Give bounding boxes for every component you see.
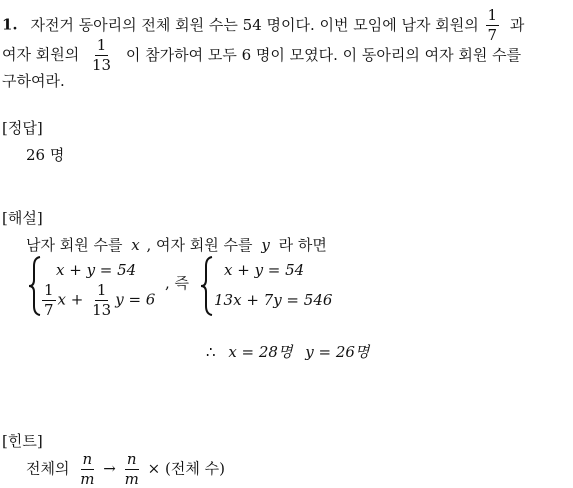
system2-eq1: x + y = 54 [224,261,305,279]
system1-eq2: $\frac{1}{7}$ x + $\frac{1}{13}$ y = 6 [44,281,156,319]
problem-text-1: 자전거 동아리의 전체 회원 수는 54 명이다. 이번 모임에 남자 회원의 [30,15,479,34]
hint-formula: 전체의 $\frac{n}{m}$ → $\frac{n}{m}$ × (전체 수) [26,450,225,488]
system1-eq1: x + y = 54 [56,261,137,279]
explanation-intro: 남자 회원 수를 x , 여자 회원 수를 y 라 하면 [26,236,327,254]
answer-heading: [정답] [2,119,43,137]
problem-number: 1. [2,15,18,34]
answer-value: 26 명 [26,146,65,164]
left-brace-system-2 [200,256,214,316]
problem-line-2: 여자 회원의 $\frac{1}{13}$ 이 참가하여 모두 6 명이 모였다. 이 동아리의 여자 회원 수를 [2,36,522,74]
explanation-heading: [해설] [2,209,43,227]
result-x: x = 28명 [228,343,293,361]
connector-text: , 즉 [165,274,190,292]
problem-text-1b: 과 [509,15,525,34]
fraction-one-seventh: $\frac{1}{7}$ [487,6,498,44]
hint-heading: [힌트] [2,432,43,450]
system2-eq2: 13x + 7y = 546 [214,291,333,309]
result-y: y = 26명 [305,343,370,361]
problem-line-3: 구하여라. [2,72,65,90]
therefore-symbol: ∴ [206,343,216,361]
arrow-icon: → [103,459,116,478]
fraction-one-thirteenth: $\frac{1}{13}$ [92,36,112,74]
result-line [206,341,369,362]
